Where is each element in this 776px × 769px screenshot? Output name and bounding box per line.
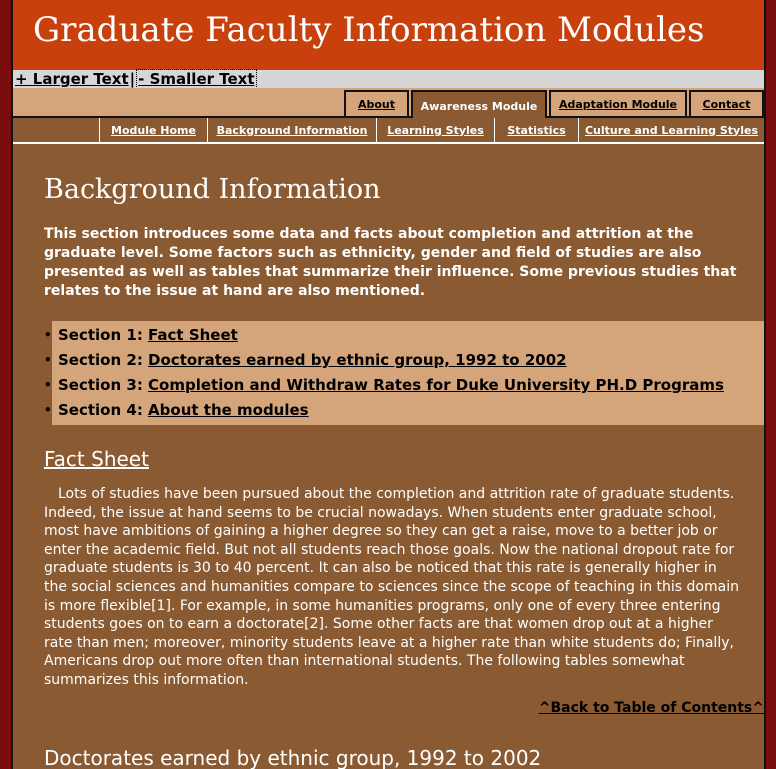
toc-link-about-modules[interactable]: About the modules: [148, 401, 309, 419]
site-title: Graduate Faculty Information Modules: [13, 0, 764, 70]
table-of-contents: [42, 321, 764, 425]
toc-item: [58, 373, 765, 398]
subnav-module-home[interactable]: Module Home: [99, 118, 207, 142]
text-size-bar: [13, 70, 764, 88]
subnav-culture-and-learning-styles[interactable]: Culture and Learning Styles: [578, 118, 764, 142]
text-size-separator: |: [129, 70, 136, 88]
fact-sheet-heading: Fact Sheet: [44, 447, 149, 471]
toc-list: [52, 321, 765, 425]
toc-link-completion-rates[interactable]: Completion and Withdraw Rates for Duke University PH.D Programs: [148, 376, 724, 394]
tab-adaptation-module[interactable]: Adaptation Module: [549, 90, 687, 116]
doctorates-heading: Doctorates earned by ethnic group, 1992 to 2002: [44, 745, 542, 769]
toc-link-doctorates[interactable]: Doctorates earned by ethnic group, 1992 to 2002: [148, 351, 567, 369]
subnav-background-information[interactable]: Background Information: [207, 118, 376, 142]
tab-awareness-module[interactable]: Awareness Module: [411, 90, 547, 120]
fact-sheet-body: Lots of studies have been pursued about the completion and attrition rate of graduate students. Indeed, the issue at hand seems to be crucial nowadays. When students enter graduate school, most have ambitions of gaining a higher degree so they can get a raise, move to a better job or enter the academic field. But not all students reach those goals. Now the national dropout rate for graduate students is 30 to 40 percent. It can also be noticed that this rate is generally higher in the social sciences and humanities compare to sciences since the scope of teaching in this domain is more flexible[1]. For example, in some humanities programs, only one of every three entering students goes on to earn a doctorate[2]. Some other facts are that women drop out at a higher rate than men; moreover, minority students leave at a higher rate than white students do; Finally, Americans drop out more often than international students. The following tables somewhat summarizes this information.: [44, 486, 739, 688]
toc-link-fact-sheet[interactable]: Fact Sheet: [148, 326, 238, 344]
top-nav: [13, 88, 764, 118]
main-content: [13, 144, 764, 769]
subnav-statistics[interactable]: Statistics: [494, 118, 578, 142]
toc-item: [58, 398, 765, 423]
smaller-text-link[interactable]: - Smaller Text: [138, 70, 255, 88]
sub-nav: [13, 118, 764, 144]
toc-item-prefix: Section 4:: [58, 401, 149, 419]
toc-item: [58, 348, 765, 373]
toc-item-prefix: Section 3:: [58, 376, 149, 394]
page-title: Background Information: [44, 174, 381, 205]
subnav-learning-styles[interactable]: Learning Styles: [376, 118, 494, 142]
page-frame: [11, 0, 766, 769]
toc-item-prefix: Section 2:: [58, 351, 149, 369]
intro-paragraph: This section introduces some data and facts about completion and attrition at the graduate level. Some factors such as ethnicity, gender and field of studies are also presented as well as tables that summarize their influence. Some previous studies that relates to the issue at hand are also mentioned.: [44, 226, 737, 299]
toc-item: [58, 323, 765, 348]
toc-item-prefix: Section 1:: [58, 326, 149, 344]
tab-about[interactable]: About: [344, 90, 409, 116]
tab-contact[interactable]: Contact: [689, 90, 764, 116]
larger-text-link[interactable]: + Larger Text: [15, 70, 129, 88]
back-to-toc-link[interactable]: ^Back to Table of Contents^: [538, 699, 764, 716]
